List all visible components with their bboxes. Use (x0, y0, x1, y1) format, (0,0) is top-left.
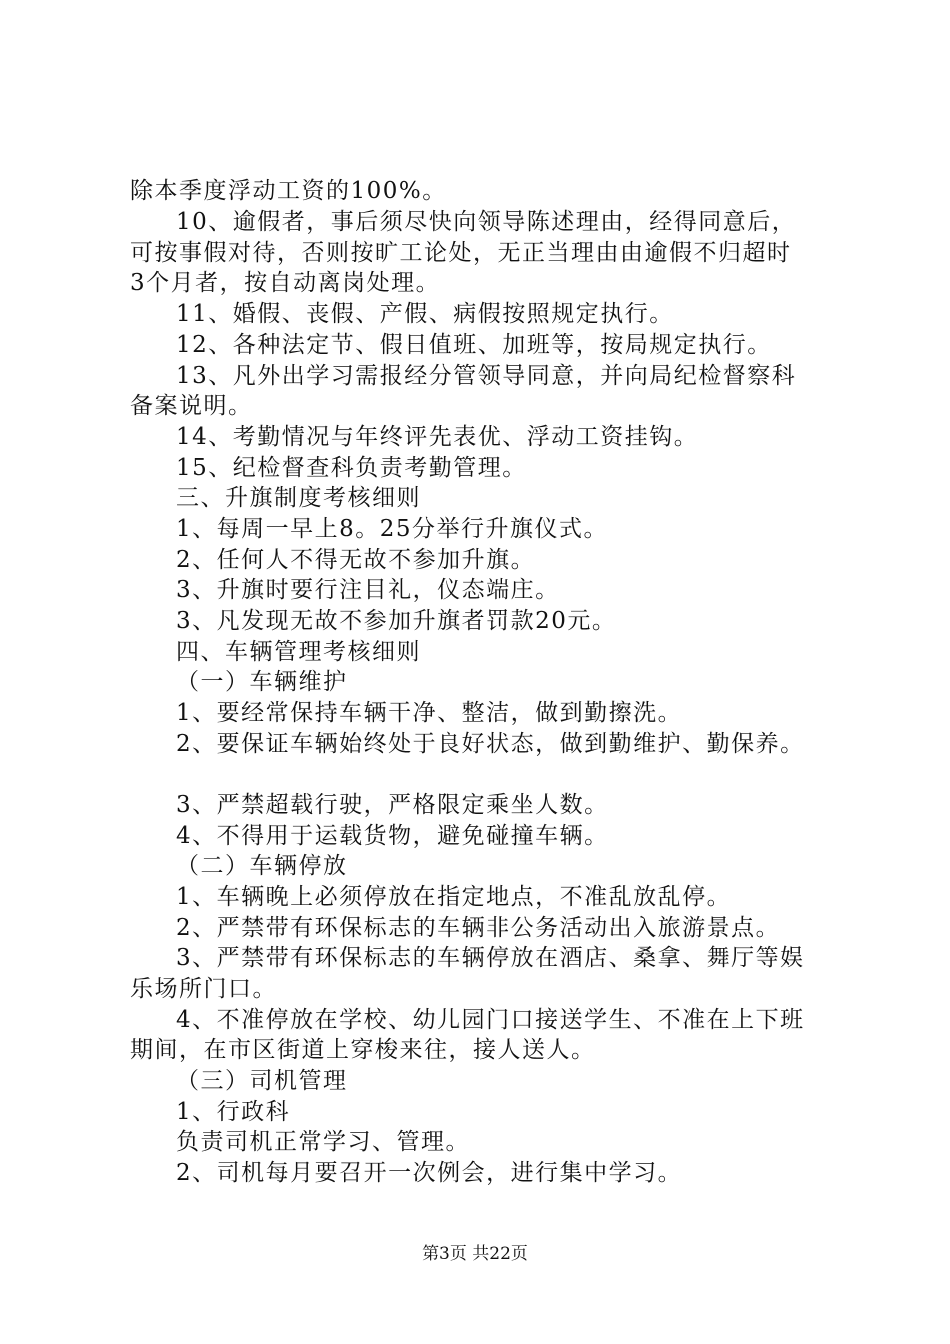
text-line: 4、不得用于运载货物，避免碰撞车辆。 (176, 823, 609, 849)
text-line: 除本季度浮动工资的100%。 (130, 178, 447, 204)
subsection-heading: （三）司机管理 (176, 1068, 348, 1094)
text-line: 4、不准停放在学校、幼儿园门口接送学生、不准在上下班 (176, 1007, 805, 1033)
text-line: 可按事假对待，否则按旷工论处，无正当理由由逾假不归超时 (130, 240, 792, 266)
page-footer: 第3页 共22页 (422, 1244, 528, 1264)
text-line: 14、考勤情况与年终评先表优、浮动工资挂钩。 (176, 424, 699, 450)
text-line: 3、严禁超载行驶，严格限定乘坐人数。 (176, 792, 609, 818)
text-line: 备案说明。 (130, 393, 253, 419)
text-line: 2、严禁带有环保标志的车辆非公务活动出入旅游景点。 (176, 915, 781, 941)
text-line: 10、逾假者，事后须尽快向领导陈述理由，经得同意后， (176, 209, 797, 235)
text-line: 1、每周一早上8。25分举行升旗仪式。 (176, 516, 609, 542)
text-line: 负责司机正常学习、管理。 (176, 1129, 470, 1155)
text-line: 1、行政科 (176, 1099, 291, 1125)
text-line: 13、凡外出学习需报经分管领导同意，并向局纪检督察科 (176, 363, 797, 389)
subsection-heading: （二）车辆停放 (176, 853, 348, 879)
text-line: 11、婚假、丧假、产假、病假按照规定执行。 (176, 301, 674, 327)
text-line: 2、要保证车辆始终处于良好状态，做到勤维护、勤保养。 (176, 731, 805, 757)
section-heading: 三、升旗制度考核细则 (176, 485, 421, 511)
text-line: 3、严禁带有环保标志的车辆停放在酒店、桑拿、舞厅等娱 (176, 945, 805, 971)
text-line: 3、升旗时要行注目礼，仪态端庄。 (176, 577, 560, 603)
subsection-heading: （一）车辆维护 (176, 669, 348, 695)
text-line: 3个月者，按自动离岗处理。 (130, 270, 441, 296)
text-line: 2、任何人不得无故不参加升旗。 (176, 547, 536, 573)
text-line: 期间，在市区街道上穿梭来往，接人送人。 (130, 1037, 596, 1063)
text-line: 1、车辆晚上必须停放在指定地点，不准乱放乱停。 (176, 884, 732, 910)
text-line: 15、纪检督查科负责考勤管理。 (176, 455, 527, 481)
section-heading: 四、车辆管理考核细则 (176, 639, 421, 665)
text-line: 12、各种法定节、假日值班、加班等，按局规定执行。 (176, 332, 772, 358)
text-line: 2、司机每月要召开一次例会，进行集中学习。 (176, 1160, 683, 1186)
text-line: 乐场所门口。 (130, 976, 277, 1002)
text-line: 1、要经常保持车辆干净、整洁，做到勤擦洗。 (176, 700, 683, 726)
text-line: 3、凡发现无故不参加升旗者罚款20元。 (176, 608, 617, 634)
